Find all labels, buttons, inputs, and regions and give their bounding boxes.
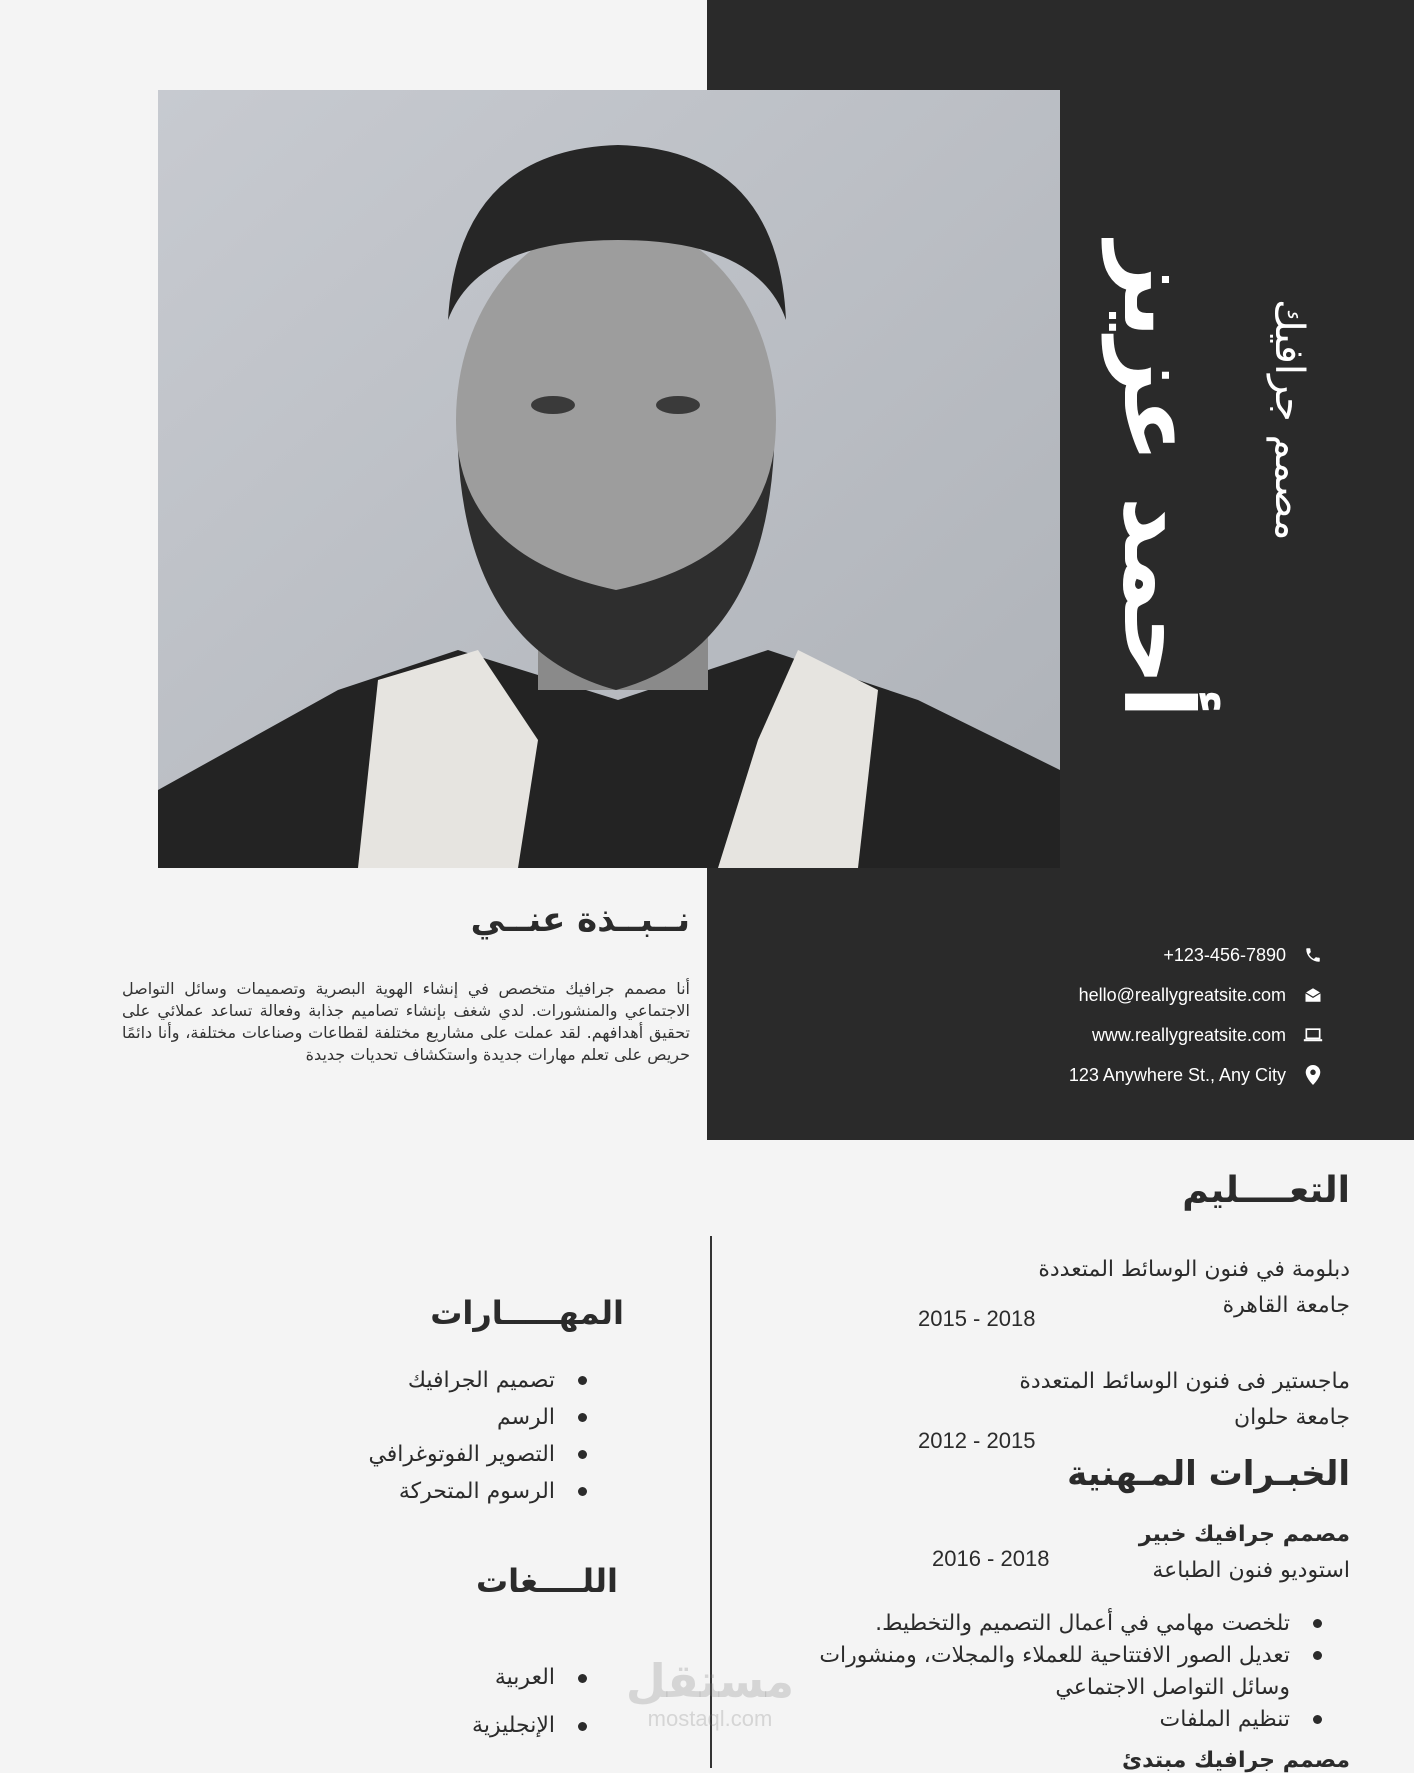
laptop-icon [1302, 1024, 1324, 1046]
degree-name: ماجستير فى فنون الوسائط المتعددة [1019, 1369, 1350, 1394]
duty-item: تلخصت مهامي في أعمال التصميم والتخطيط. [762, 1608, 1322, 1640]
languages-heading: اللــــغات [475, 1562, 618, 1600]
education-heading: التعــــليم [1182, 1170, 1350, 1211]
languages-list [472, 1654, 587, 1750]
education-item [790, 1364, 1350, 1436]
address-text: 123 Anywhere St., Any City [1068, 1064, 1286, 1085]
phone-icon [1302, 944, 1324, 966]
school-name: جامعة القاهرة [1222, 1293, 1350, 1318]
envelope-icon [1302, 984, 1324, 1006]
job-title: مصمم جرافيك [1266, 298, 1312, 540]
skill-item: الرسوم المتحركة [368, 1473, 587, 1510]
education-years: 2012 - 2015 [918, 1428, 1036, 1453]
skill-item: تصميم الجرافيك [368, 1362, 587, 1399]
contact-website[interactable] [904, 1015, 1324, 1055]
website-text: www.reallygreatsite.com [1091, 1024, 1286, 1045]
watermark-latin: mostaql.com [647, 1706, 773, 1731]
profile-photo [158, 90, 1060, 868]
skills-heading: المهـــــارات [430, 1294, 624, 1332]
experience-duties [762, 1608, 1322, 1736]
school-name: جامعة حلوان [1233, 1405, 1350, 1430]
experience-role: مصمم جرافيك خبير [1138, 1522, 1350, 1547]
education-years: 2015 - 2018 [918, 1306, 1036, 1331]
email-text: hello@reallygreatsite.com [1078, 984, 1286, 1005]
skills-list [368, 1362, 587, 1510]
experience-heading: الخبـرات المـهنية [1067, 1454, 1350, 1494]
duty-item: تنظيم الملفات [762, 1704, 1322, 1736]
skill-item: التصوير الفوتوغرافي [368, 1436, 587, 1473]
skill-item: الرسم [368, 1399, 587, 1436]
duty-item: تعديل الصور الافتتاحية للعملاء والمجلات، ومنشورات وسائل التواصل الاجتماعي [762, 1640, 1322, 1704]
location-pin-icon [1302, 1064, 1324, 1086]
contact-address [904, 1055, 1324, 1095]
experience-years: 2016 - 2018 [932, 1546, 1050, 1571]
experience-company: استوديو فنون الطباعة [1152, 1558, 1350, 1583]
column-divider [710, 1236, 712, 1768]
language-item: العربية [472, 1654, 587, 1702]
about-paragraph: أنا مصمم جرافيك متخصص في إنشاء الهوية البصرية وتصميمات وسائل التواصل الاجتماعي والمنشورات. لدي شغف بإنشاء تصاميم جذابة وفعالة تساعد عملائي على تحقيق أهدافهم. لقد عملت على مشاريع مختلفة لقطاعات وصناعات مختلفة، وأنا دائمًا حريص على تعلم مهارات جديدة واستكشاف تحديات جديدة [122, 979, 690, 1064]
contact-email[interactable] [904, 975, 1324, 1015]
contact-info [904, 935, 1324, 1095]
language-item: الإنجليزية [472, 1702, 587, 1750]
phone-text: +123-456-7890 [1163, 944, 1286, 965]
experience-role: مصمم جرافيك مبتدئ [1121, 1748, 1350, 1773]
watermark-arabic: مستقل [625, 1654, 795, 1708]
education-item [790, 1252, 1350, 1324]
contact-phone[interactable] [904, 935, 1324, 975]
person-name: أحمد عزيز [1102, 241, 1214, 719]
about-heading: نــبــذة عنــي [470, 900, 690, 940]
degree-name: دبلومة في فنون الوسائط المتعددة [1038, 1257, 1350, 1282]
